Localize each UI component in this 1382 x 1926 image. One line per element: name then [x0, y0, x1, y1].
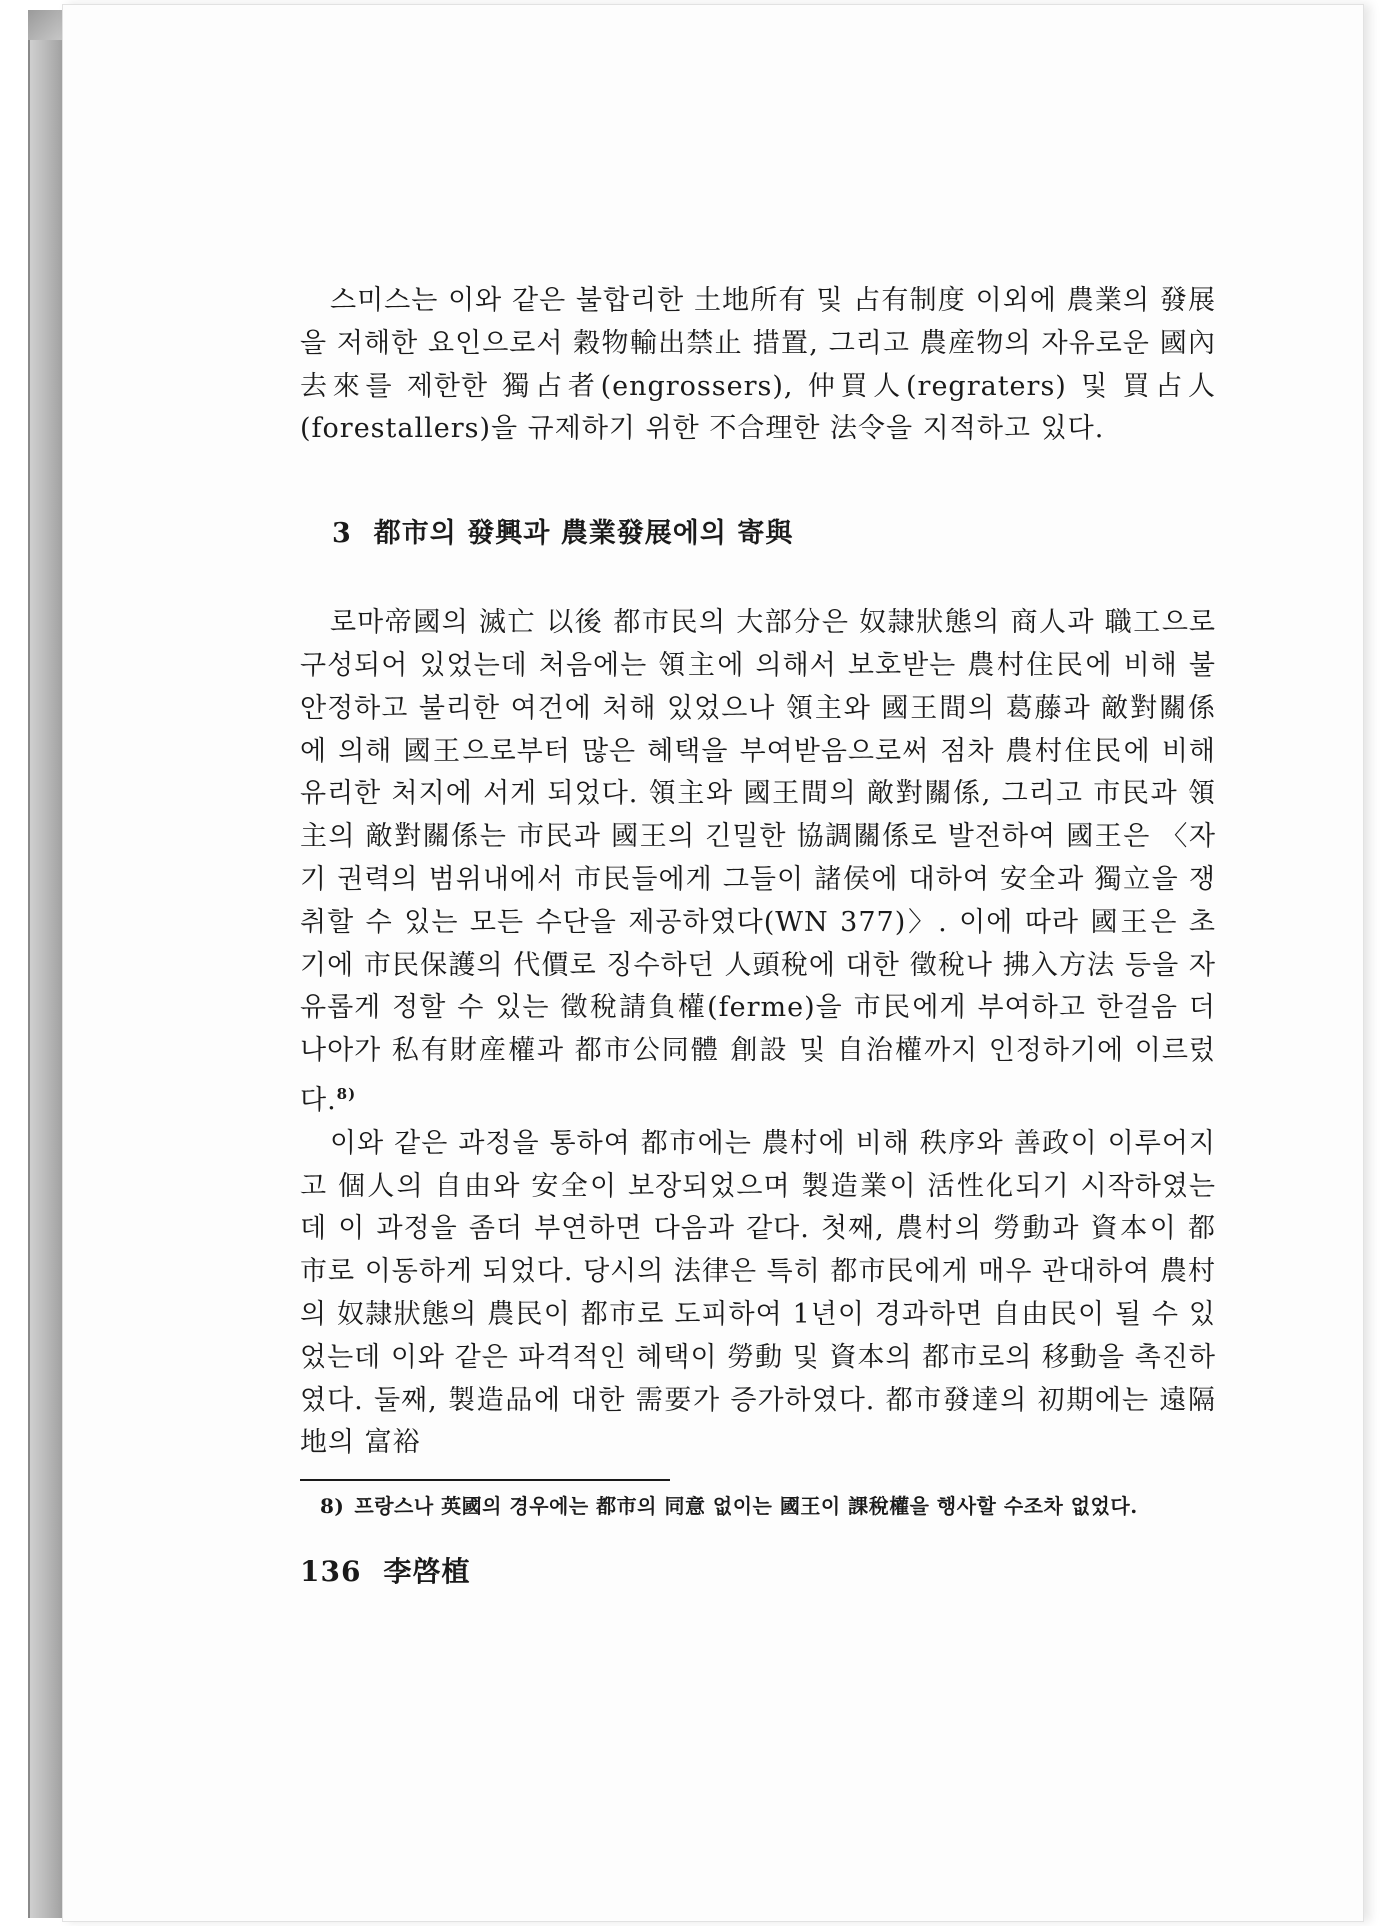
book-spine — [28, 10, 64, 1918]
paragraph-2 — [300, 602, 1216, 1123]
page-folio — [300, 1550, 470, 1590]
paragraph-1-text: 스미스는 이와 같은 불합리한 土地所有 및 占有制度 이외에 農業의 發展을 저해한 요인으로서 穀物輸出禁止 措置, 그리고 農産物의 자유로운 國內去來를 제한한 獨占者(engrossers), 仲買人(regraters) 및 買占人(forestallers)을 규제하기 위한 不合理한 法令을 지적하고 있다. — [300, 285, 1216, 445]
page-number: 136 — [300, 1555, 362, 1588]
page-content — [300, 280, 1216, 1522]
section-number: 3 — [332, 518, 352, 550]
footnote-number: 8) — [320, 1494, 345, 1519]
book-spine-corner — [28, 10, 62, 40]
paragraph-3 — [300, 1123, 1216, 1465]
footnote-reference: 8) — [336, 1084, 357, 1103]
footnote-divider — [300, 1479, 670, 1481]
running-author: 李啓植 — [383, 1555, 471, 1588]
footnote-text: 프랑스나 英國의 경우에는 都市의 同意 없이는 國王이 課稅權을 행사할 수조차 없었다. — [354, 1494, 1138, 1519]
section-heading — [332, 511, 1216, 550]
paragraph-1 — [300, 280, 1216, 451]
paragraph-3-text: 이와 같은 과정을 통하여 都市에는 農村에 비해 秩序와 善政이 이루어지고 個人의 自由와 安全이 보장되었으며 製造業이 活性化되기 시작하였는데 이 과정을 좀더 부연하면 다음과 같다. 첫째, 農村의 勞動과 資本이 都市로 이동하게 되었다. 당시의 法律은 특히 都市民에게 매우 관대하여 農村의 奴隷狀態의 農民이 都市로 도피하여 1년이 경과하면 自由民이 될 수 있었는데 이와 같은 파격적인 혜택이 勞動 및 資本의 都市로의 移動을 촉진하였다. 둘째, 製造品에 대한 需要가 증가하였다. 都市發達의 初期에는 遠隔地의 富裕 — [300, 1127, 1216, 1459]
section-title: 都市의 發興과 農業發展에의 寄與 — [373, 518, 794, 550]
paragraph-2-text: 로마帝國의 滅亡 以後 都市民의 大部分은 奴隷狀態의 商人과 職工으로 구성되어 있었는데 처음에는 領主에 의해서 보호받는 農村住民에 비해 불안정하고 불리한 여건에 처해 있었으나 領主와 國王間의 葛藤과 敵對關係에 의해 國王으로부터 많은 혜택을 부여받음으로써 점차 農村住民에 비해 유리한 처지에 서게 되었다. 領主와 國王間의 敵對關係, 그리고 市民과 領主의 敵對關係는 市民과 國王의 긴밀한 協調關係로 발전하여 國王은 〈자기 권력의 범위내에서 市民들에게 그들이 諸侯에 대하여 安全과 獨立을 쟁취할 수 있는 모든 수단을 제공하였다(WN 377)〉. 이에 따라 國王은 초기에 市民保護의 代價로 징수하던 人頭稅에 대한 徵稅나 拂入方法 등을 자유롭게 정할 수 있는 徵稅請負權(ferme)을 市民에게 부여하고 한걸음 더 나아가 私有財産權과 都市公同體 創設 및 自治權까지 인정하기에 이르렀다. — [300, 607, 1216, 1116]
footnote — [320, 1491, 1216, 1522]
